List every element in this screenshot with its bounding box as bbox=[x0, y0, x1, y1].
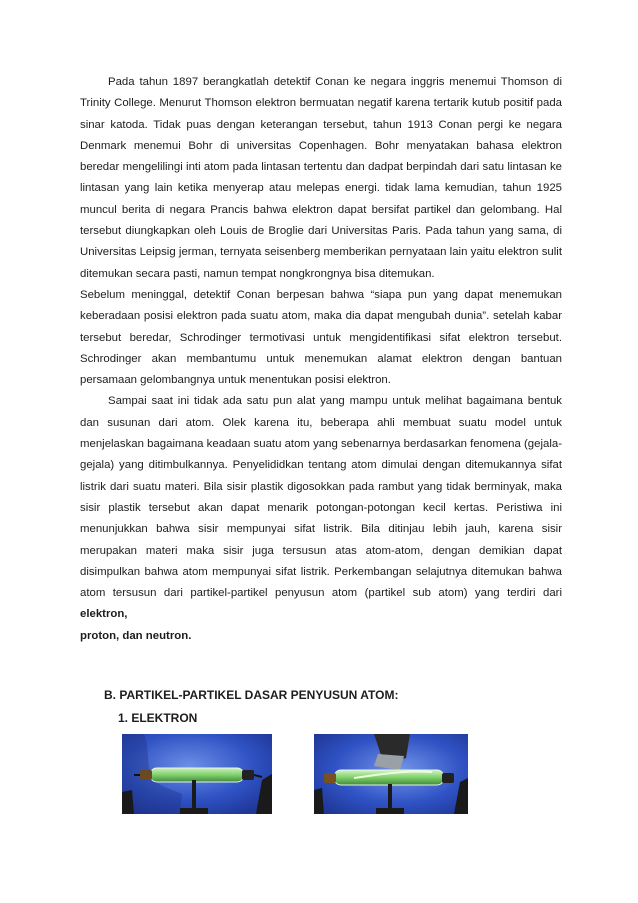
paragraph-3-text: Sampai saat ini tidak ada satu pun alat yang mampu untuk melihat bagaimana bentuk dan susunan dari atom. Olek karena itu, beberapa ahli membuat suatu model untuk menjelaskan bagaimana keadaan suatu atom yang sebenarnya berdasarkan fenomena (gejala-gejala) yang ditimbulkannya. Penyelididkan tentang atom dimulai dengan ditemukannya sifat listrik dari suatu materi. Bila sisir plastik digosokkan pada rambut yang tidak berminyak, maka sisir plastik tersebut akan dapat menarik potongan-potongan kecil kertas. Peristiwa ini menunjukkan bahwa sisir mempunyai sifat listrik. Bila ditinjau lebih jauh, karena sisir merupakan materi maka sisir juga tersusun atas atom-atom, dengan demikian dapat disimpulkan bahwa atom mempunyai sifat listrik. Perkembangan selajutnya ditemukan bahwa atom tersusun dari partikel-partikel penyusun atom (partikel sub atom) yang terdiri dari bbox=[80, 395, 562, 600]
bold-term-electron: elektron, bbox=[80, 608, 128, 621]
cathode-ray-tube-photo-1 bbox=[122, 734, 272, 814]
bold-term-proton-neutron: proton, dan neutron. bbox=[80, 629, 192, 642]
paragraph-3-end bbox=[80, 626, 562, 647]
section-heading: B. PARTIKEL-PARTIKEL DASAR PENYUSUN ATOM: bbox=[104, 688, 399, 702]
body-text bbox=[80, 72, 562, 647]
subsection-heading: 1. ELEKTRON bbox=[118, 711, 198, 725]
cathode-ray-tube-photo-2 bbox=[314, 734, 468, 814]
paragraph-3 bbox=[80, 391, 562, 625]
paragraph-1: Pada tahun 1897 berangkatlah detektif Conan ke negara inggris menemui Thomson di Trinity College. Menurut Thomson elektron bermuatan negatif karena tertarik kutub positif pada sinar katoda. Tidak puas dengan keterangan tersebut, tahun 1913 Conan pergi ke negara Denmark menemui Bohr di universitas Copenhagen. Bohr menyatakan bahasa elektron beredar mengelilingi inti atom pada lintasan tertentu dan dadpat berpindah dari satu lintasan ke lintasan yang lain ketika menyerap atau melepas energi. tidak lama kemudian, tahun 1925 muncul berita di negara Prancis bahwa elektron dapat bersifat partikel dan gelombang. Hal tersebut diungkapkan oleh Louis de Broglie dari Universitas Paris. Pada tahun yang sama, di Universitas Leipsig jerman, ternyata seisenberg memberikan pernyataan lain yaitu elektron sulit ditemukan secara pasti, namun tempat nongkrongnya bisa ditemukan. bbox=[80, 76, 562, 280]
paragraph-2: Sebelum meninggal, detektif Conan berpesan bahwa “siapa pun yang dapat menemukan keberadaan posisi elektron pada suatu atom, maka dia dapat mengubah dunia”. setelah kabar tersebut beredar, Schrodinger termotivasi untuk mengidentifikasi sifat elektron tersebut. Schrodinger akan membantumu untuk menemukan alamat elektron dengan bantuan persamaan gelombangnya untuk menentukan posisi elektron. bbox=[80, 288, 562, 387]
